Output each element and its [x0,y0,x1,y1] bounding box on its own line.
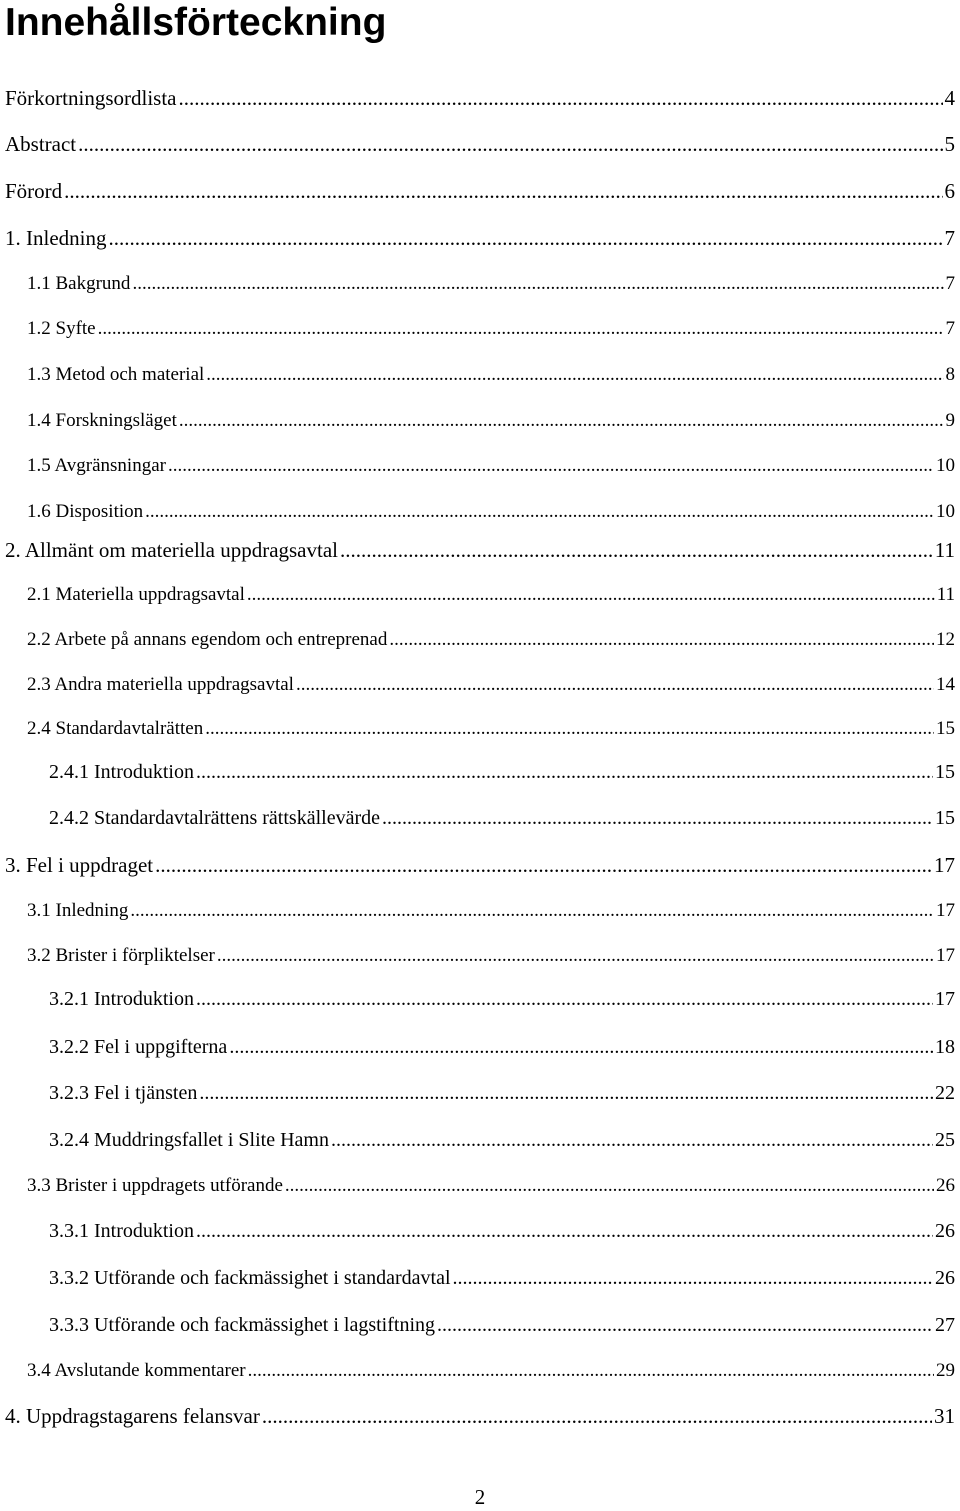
toc-entry[interactable] [27,1171,955,1201]
dot-leader [296,670,934,700]
dot-leader [206,360,943,390]
dot-leader [199,1078,933,1108]
toc-entry[interactable] [27,896,955,926]
dot-leader [196,757,933,787]
toc-entry-page: 26 [935,1267,955,1289]
dot-leader [331,1125,933,1155]
toc-entry-label: 3.2.2 Fel i uppgifterna [49,1036,228,1058]
dot-leader [247,580,935,610]
toc-entry[interactable] [49,1263,955,1293]
toc-entry-label: 3.3.1 Introduktion [49,1220,194,1242]
dot-leader [179,406,944,436]
toc-entry[interactable] [27,406,955,436]
toc-entry-label: 3.3.3 Utförande och fackmässighet i lagstiftning [49,1314,436,1336]
dot-leader [229,1032,933,1062]
toc-entry[interactable] [5,223,955,253]
toc-entry-label: 3.3 Brister i uppdragets utförande [27,1175,283,1196]
toc-entry[interactable] [49,1310,955,1340]
toc-entry[interactable] [5,850,955,880]
dot-leader [262,1401,932,1431]
toc-entry-page: 7 [944,226,955,250]
toc-entry[interactable] [49,1125,955,1155]
toc-entry-page: 17 [936,945,955,966]
toc-entry-label: 3.2 Brister i förpliktelser [27,945,215,966]
toc-entry-page: 15 [936,718,955,739]
dot-leader [205,714,934,744]
dot-leader [196,1216,933,1246]
toc-entry-label: 2.3 Andra materiella uppdragsavtal [27,674,294,695]
page-number: 2 [474,1485,486,1509]
toc-entry[interactable] [27,1356,955,1386]
toc-entry-page: 31 [934,1404,955,1428]
dot-leader [389,625,934,655]
toc-entry-page: 22 [935,1082,955,1104]
toc-entry[interactable] [27,625,955,655]
toc-entry-page: 12 [936,629,955,650]
toc-entry[interactable] [27,580,955,610]
toc-entry-label: 3.3.2 Utförande och fackmässighet i standardavtal [49,1267,451,1289]
toc-entry-page: 7 [945,318,955,339]
toc-entry-label: 2.4.1 Introduktion [49,761,194,783]
toc-entry-page: 6 [944,179,955,203]
toc-entry[interactable] [5,535,955,565]
toc-entry[interactable] [27,269,955,299]
dot-leader [78,129,942,159]
toc-entry[interactable] [5,1401,955,1431]
toc-entry-label: 3.2.1 Introduktion [49,988,194,1010]
toc-entry-page: 11 [934,538,955,562]
toc-entry-label: Abstract [5,132,77,156]
toc-entry-label: 3. Fel i uppdraget [5,853,154,877]
toc-entry[interactable] [27,670,955,700]
toc-entry-label: 1.3 Metod och material [27,364,205,385]
page-title: Innehållsförteckning [5,1,387,44]
dot-leader [155,850,932,880]
toc-entry[interactable] [49,803,955,833]
toc-entry-page: 26 [935,1220,955,1242]
toc-entry-label: 1.1 Bakgrund [27,273,131,294]
dot-leader [168,451,934,481]
toc-entry[interactable] [49,757,955,787]
toc-entry-page: 4 [944,86,955,110]
toc-entry[interactable] [49,1078,955,1108]
toc-entry-page: 11 [936,584,955,605]
toc-entry-page: 15 [935,761,955,783]
toc-entry[interactable] [27,941,955,971]
dot-leader [217,941,934,971]
toc-entry[interactable] [49,1032,955,1062]
dot-leader [453,1263,933,1293]
dot-leader [248,1356,934,1386]
toc-entry-page: 5 [944,132,955,156]
toc-entry-label: 4. Uppdragstagarens felansvar [5,1404,260,1428]
toc-entry-label: 3.2.4 Muddringsfallet i Slite Hamn [49,1129,329,1151]
toc-entry-page: 15 [935,807,955,829]
toc-entry-label: Förord [5,179,63,203]
toc-entry-page: 27 [935,1314,955,1336]
toc-entry-page: 26 [936,1175,955,1196]
toc-entry-page: 10 [936,455,955,476]
toc-entry[interactable] [27,451,955,481]
toc-entry-page: 17 [936,900,955,921]
dot-leader [382,803,933,833]
toc-entry[interactable] [5,176,955,206]
toc-entry-page: 25 [935,1129,955,1151]
toc-entry-page: 17 [935,988,955,1010]
toc-entry-label: 1.5 Avgränsningar [27,455,166,476]
toc-entry-label: Förkortningsordlista [5,86,177,110]
dot-leader [132,269,943,299]
toc-entry-label: 1.6 Disposition [27,501,144,522]
toc-entry-label: 1.4 Forskningsläget [27,410,177,431]
toc-entry[interactable] [5,129,955,159]
toc-entry-label: 2.1 Materiella uppdragsavtal [27,584,245,605]
dot-leader [108,223,942,253]
toc-entry-label: 2.4 Standardavtalrätten [27,718,204,739]
toc-entry-label: 1. Inledning [5,226,107,250]
dot-leader [98,314,944,344]
dot-leader [437,1310,933,1340]
dot-leader [64,176,942,206]
toc-entry[interactable] [27,714,955,744]
dot-leader [196,984,933,1014]
toc-entry[interactable] [27,314,955,344]
toc-entry-page: 18 [935,1036,955,1058]
toc-entry-label: 3.4 Avslutande kommentarer [27,1360,246,1381]
toc-entry[interactable] [27,360,955,390]
toc-entry-label: 2.2 Arbete på annans egendom och entreprenad [27,629,388,650]
toc-entry-label: 3.1 Inledning [27,900,129,921]
toc-entry-page: 8 [945,364,955,385]
toc-entry-label: 3.2.3 Fel i tjänsten [49,1082,198,1104]
toc-entry[interactable] [5,83,955,113]
dot-leader [340,535,933,565]
toc-entry-label: 2.4.2 Standardavtalrättens rättskällevärde [49,807,380,829]
toc-entry-page: 9 [945,410,955,431]
toc-entry[interactable] [49,1216,955,1246]
toc-entry[interactable] [49,984,955,1014]
dot-leader [145,497,934,527]
dot-leader [130,896,934,926]
toc-entry-page: 14 [936,674,955,695]
toc-entry-page: 17 [934,853,955,877]
dot-leader [179,83,943,113]
dot-leader [285,1171,934,1201]
toc-entry-label: 1.2 Syfte [27,318,96,339]
toc-entry-label: 2. Allmänt om materiella uppdragsavtal [5,538,338,562]
toc-entry-page: 7 [945,273,955,294]
toc-entry[interactable] [27,497,955,527]
toc-entry-page: 10 [936,501,955,522]
toc-entry-page: 29 [936,1360,955,1381]
